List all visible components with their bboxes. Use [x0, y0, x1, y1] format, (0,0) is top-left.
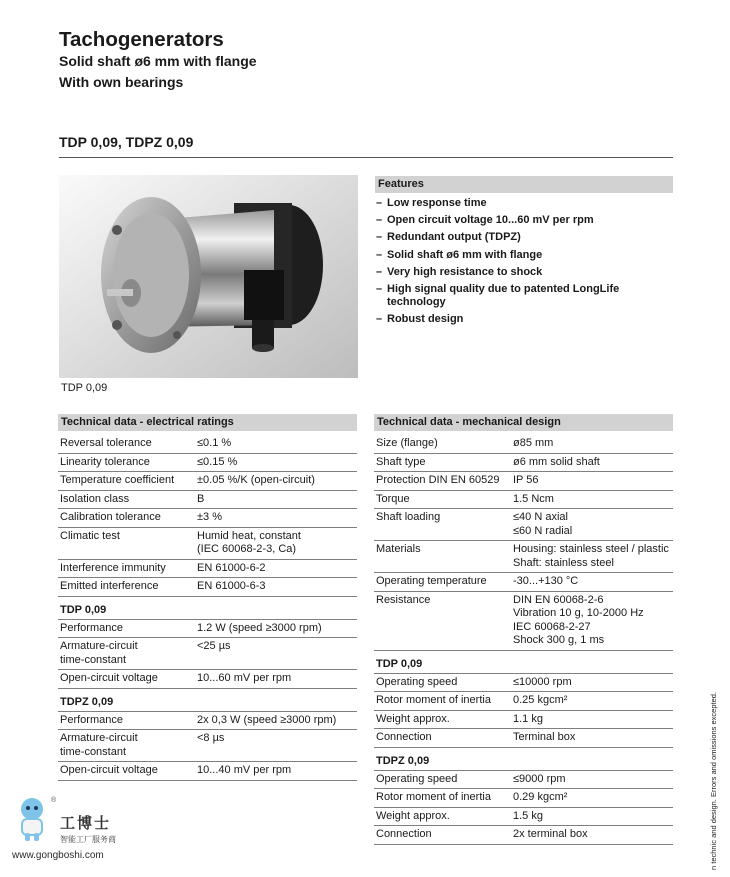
row-label: Open-circuit voltage	[60, 764, 158, 776]
feature-item	[376, 283, 676, 309]
feature-text: Solid shaft ø6 mm with flange	[387, 248, 543, 261]
row-label: Performance	[60, 621, 123, 634]
table-row	[58, 509, 357, 528]
table-row	[374, 826, 673, 845]
feature-item	[376, 231, 676, 244]
row-value: 10...60 mV per rpm	[197, 672, 292, 684]
model-heading: TDP 0,09, TDPZ 0,09	[59, 134, 194, 150]
table-row	[374, 729, 673, 748]
table-row	[58, 638, 357, 670]
table-row	[374, 472, 673, 491]
table-row	[374, 435, 673, 454]
feature-text: Very high resistance to shock	[387, 265, 543, 278]
row-label: Resistance	[376, 593, 431, 606]
row-label: Reversal tolerance	[60, 437, 152, 449]
row-label: Isolation class	[60, 492, 130, 505]
row-label: Protection DIN EN 60529	[376, 474, 500, 486]
row-label: Weight approx.	[376, 712, 450, 725]
row-label: Connection	[376, 828, 432, 840]
table-row	[374, 454, 673, 473]
row-value: B	[197, 492, 205, 505]
row-label: Rotor moment of inertia	[376, 791, 491, 803]
table-row	[58, 730, 357, 762]
row-value: ±3 %	[197, 511, 222, 523]
row-label: Weight approx.	[376, 809, 450, 822]
feature-item	[376, 197, 676, 210]
row-value: DIN EN 60068-2-6 Vibration 10 g, 10-2000 Hz IEC 60068-2-27 Shock 300 g, 1 ms	[513, 593, 644, 646]
table-row	[58, 712, 357, 731]
watermark-url: www.gongboshi.com	[12, 850, 104, 861]
row-value: 1.5 Ncm	[513, 492, 554, 505]
features-heading: Features	[375, 176, 673, 193]
feature-dash: –	[376, 313, 383, 326]
row-label: Interference immunity	[60, 561, 166, 574]
watermark-brand-name: 工博士	[60, 814, 112, 832]
row-label: Emitted interference	[60, 580, 159, 592]
section-heading-tdp: TDP 0,09	[374, 651, 673, 674]
row-value: ø6 mm solid shaft	[513, 455, 600, 468]
table-row	[374, 808, 673, 827]
table-row	[58, 560, 357, 579]
row-value: 2x terminal box	[513, 828, 588, 840]
row-label: Armature-circuit time-constant	[60, 640, 138, 666]
legal-sidenote: n technic and design. Errors and omissions excepted.	[709, 691, 718, 870]
feature-item	[376, 214, 676, 227]
row-value: 1.1 kg	[513, 712, 543, 725]
row-value: IP 56	[513, 474, 539, 486]
row-label: Calibration tolerance	[60, 511, 161, 523]
table-row	[374, 573, 673, 592]
table-row	[58, 762, 357, 781]
row-value: ≤9000 rpm	[513, 772, 566, 785]
feature-dash: –	[376, 214, 383, 227]
row-label: Shaft loading	[376, 511, 441, 523]
table-row	[374, 692, 673, 711]
mechanical-table	[374, 435, 673, 845]
row-value: ≤0.15 %	[197, 455, 238, 468]
row-value: 1.5 kg	[513, 809, 543, 822]
row-label: Armature-circuit time-constant	[60, 732, 138, 758]
row-value: 1.2 W (speed ≥3000 rpm)	[197, 621, 322, 634]
row-value: ±0.05 %/K (open-circuit)	[197, 474, 315, 486]
row-value: 0.25 kgcm²	[513, 694, 568, 706]
row-label: Materials	[376, 543, 421, 555]
row-label: Operating speed	[376, 772, 458, 785]
feature-text: High signal quality due to patented LongLife technology	[387, 282, 620, 308]
subtitle-bearings: With own bearings	[59, 74, 184, 90]
feature-text: Low response time	[387, 197, 487, 209]
row-value: ≤10000 rpm	[513, 675, 572, 688]
electrical-table	[58, 435, 357, 781]
table-row	[58, 472, 357, 491]
table-row	[374, 771, 673, 790]
row-value: 10...40 mV per rpm	[197, 764, 292, 776]
mechanical-heading: Technical data - mechanical design	[374, 414, 673, 431]
row-value: 0.29 kgcm²	[513, 791, 568, 803]
watermark-tagline: 智能工厂服务商	[60, 835, 116, 844]
table-row	[58, 620, 357, 639]
watermark-registered-mark: ®	[51, 797, 57, 804]
row-label: Open-circuit voltage	[60, 672, 158, 684]
feature-dash: –	[376, 197, 383, 209]
row-value: 2x 0,3 W (speed ≥3000 rpm)	[197, 713, 337, 726]
row-label: Temperature coefficient	[60, 474, 175, 486]
table-row	[374, 491, 673, 510]
product-photo	[59, 175, 358, 378]
feature-text: Redundant output (TDPZ)	[387, 231, 521, 244]
feature-item	[376, 313, 676, 326]
row-value: <8 µs	[197, 732, 225, 744]
section-heading-tdp: TDP 0,09	[58, 597, 357, 620]
section-heading-tdpz: TDPZ 0,09	[58, 689, 357, 712]
row-value: EN 61000-6-3	[197, 580, 266, 592]
table-row	[374, 674, 673, 693]
row-label: Connection	[376, 731, 432, 743]
row-label: Operating speed	[376, 675, 458, 688]
row-label: Shaft type	[376, 455, 426, 468]
row-label: Linearity tolerance	[60, 455, 150, 468]
feature-item	[376, 266, 676, 279]
table-row	[374, 541, 673, 573]
row-value: EN 61000-6-2	[197, 561, 266, 574]
row-value: -30...+130 °C	[513, 575, 579, 587]
table-row	[58, 578, 357, 597]
feature-dash: –	[376, 265, 383, 278]
features-list	[376, 197, 676, 330]
heading-divider	[59, 157, 673, 158]
row-value: Terminal box	[513, 731, 576, 743]
feature-item	[376, 249, 676, 262]
subtitle-shaft: Solid shaft ø6 mm with flange	[59, 53, 257, 69]
row-label: Performance	[60, 713, 123, 726]
table-row	[374, 592, 673, 651]
section-heading-tdpz: TDPZ 0,09	[374, 748, 673, 771]
row-label: Climatic test	[60, 529, 120, 542]
row-label: Size (flange)	[376, 437, 438, 449]
feature-dash: –	[376, 231, 383, 244]
row-label: Operating temperature	[376, 575, 487, 587]
row-label: Rotor moment of inertia	[376, 694, 491, 706]
row-value: <25 µs	[197, 640, 231, 652]
feature-text: Robust design	[387, 313, 464, 326]
feature-dash: –	[376, 282, 383, 295]
page-title: Tachogenerators	[59, 28, 224, 51]
row-value: ≤40 N axial ≤60 N radial	[513, 511, 573, 537]
table-row	[58, 670, 357, 689]
table-row	[374, 509, 673, 541]
row-value: Housing: stainless steel / plastic Shaft: stainless steel	[513, 543, 669, 569]
table-row	[58, 435, 357, 454]
feature-text: Open circuit voltage 10...60 mV per rpm	[387, 214, 594, 227]
table-row	[58, 454, 357, 473]
table-row	[58, 528, 357, 560]
table-row	[374, 711, 673, 730]
table-row	[58, 491, 357, 510]
photo-caption: TDP 0,09	[61, 382, 108, 394]
feature-dash: –	[376, 248, 383, 261]
row-value: Humid heat, constant (IEC 60068-2-3, Ca)	[197, 529, 301, 555]
electrical-heading: Technical data - electrical ratings	[58, 414, 357, 431]
table-row	[374, 789, 673, 808]
row-value: ø85 mm	[513, 437, 554, 449]
row-value: ≤0.1 %	[197, 437, 232, 449]
row-label: Torque	[376, 492, 410, 505]
